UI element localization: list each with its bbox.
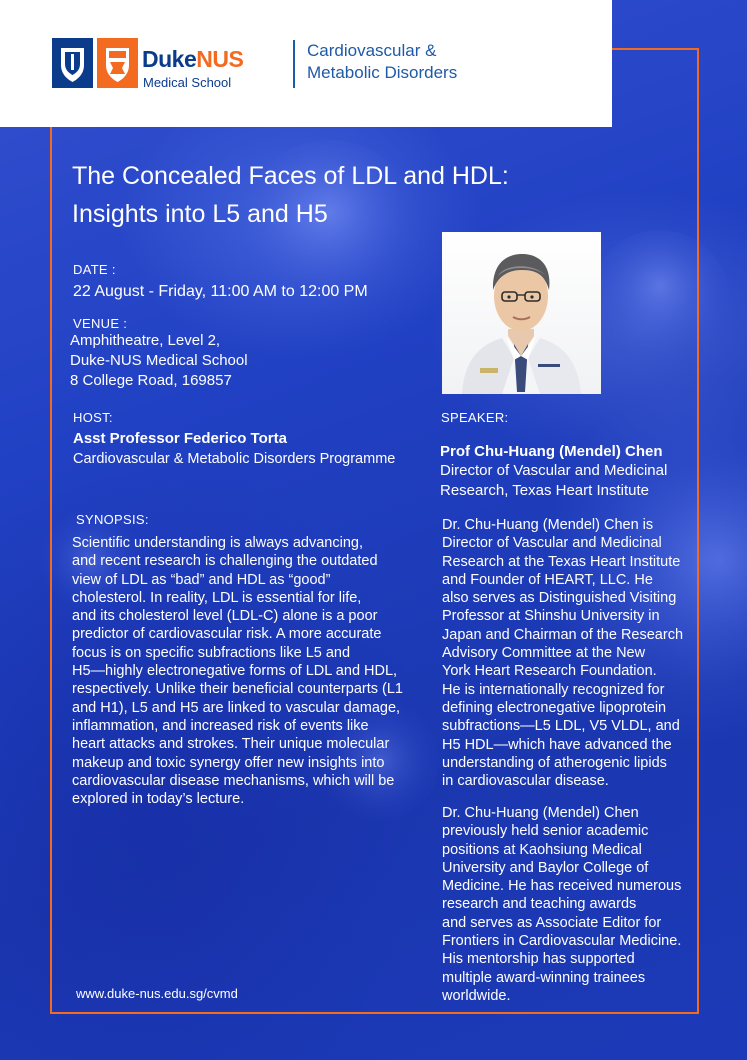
speaker-title-line-1: Director of Vascular and Medicinal <box>440 462 668 479</box>
title-line-2: Insights into L5 and H5 <box>72 200 328 228</box>
speaker-bio-paragraph-2: Dr. Chu-Huang (Mendel) Chen previously held senior academic positions at Kaohsiung Medical University and Baylor College of Medicine. He has received numerous research and teaching awards and serves as Associate Editor for Frontiers in Cardiovascular Medicine. His mentorship has supported multiple award-winning trainees worldwide. <box>442 805 682 1004</box>
logo-word-nus: NUS <box>196 46 244 72</box>
host-name: Asst Professor Federico Torta <box>73 430 287 447</box>
speaker-label: SPEAKER: <box>441 410 509 425</box>
synopsis-text: Scientific understanding is always advancing, and recent research is challenging the outdated view of LDL as “bad” and HDL as “good” cholesterol. In reality, LDL is essential for life, and its cholesterol level (LDL-C) alone is a poor predictor of cardiovascular risk. A more accurate focus is on specific subfractions like L5 and H5—highly electronegative forms of LDL and HDL, respectively. Unlike their beneficial counterparts (L1 and H1), L5 and H5 are linked to vascular damage, inflammation, and increased risk of events like heart attacks and strokes. Their unique molecular makeup and toxic synergy offer new insights into cardiovascular disease mechanisms, which will be explored in today’s lecture. <box>72 535 403 808</box>
venue-line-1: Amphitheatre, Level 2, <box>70 332 221 349</box>
header-divider <box>293 40 295 88</box>
footer-website-link[interactable]: www.duke-nus.edu.sg/cvmd <box>76 986 238 1001</box>
department-name <box>307 40 457 84</box>
department-line-2: Metabolic Disorders <box>307 63 458 82</box>
date-label: DATE : <box>73 262 116 277</box>
host-affiliation: Cardiovascular & Metabolic Disorders Programme <box>73 451 396 467</box>
host-label: HOST: <box>73 410 113 425</box>
venue-line-3: 8 College Road, 169857 <box>70 372 232 389</box>
department-line-1: Cardiovascular & <box>307 41 437 60</box>
speaker-name: Prof Chu-Huang (Mendel) Chen <box>440 443 663 460</box>
date-value: 22 August - Friday, 11:00 AM to 12:00 PM <box>73 283 368 300</box>
speaker-photo <box>442 232 601 394</box>
speaker-bio-paragraph-1: Dr. Chu-Huang (Mendel) Chen is Director of Vascular and Medicinal Research at the Texas Heart Institute and Founder of HEART, LLC. He also serves as Distinguished Visiting Professor at Shinshu University in Japan and Chairman of the Research Advisory Committee at the New York Heart Research Foundation. He is internationally recognized for defining electronegative lipoprotein subfractions—L5 LDL, V5 VLDL, and H5 HDL—which have advanced the understanding of atherogenic lipids in cardiovascular disease. <box>442 517 684 790</box>
lecture-title <box>72 157 652 233</box>
speaker-title-line-2: Research, Texas Heart Institute <box>440 482 649 499</box>
logo-wordmark <box>142 47 243 71</box>
logo-word-duke: Duke <box>142 46 197 72</box>
title-line-1: The Concealed Faces of LDL and HDL: <box>72 162 509 190</box>
venue-label: VENUE : <box>73 316 128 331</box>
duke-nus-logo-icon <box>52 38 138 88</box>
synopsis-label: SYNOPSIS: <box>76 512 149 527</box>
speaker-portrait-image <box>442 232 601 394</box>
venue-line-2: Duke-NUS Medical School <box>70 352 248 369</box>
header-bar <box>0 0 612 127</box>
logo-subtitle: Medical School <box>143 75 232 90</box>
